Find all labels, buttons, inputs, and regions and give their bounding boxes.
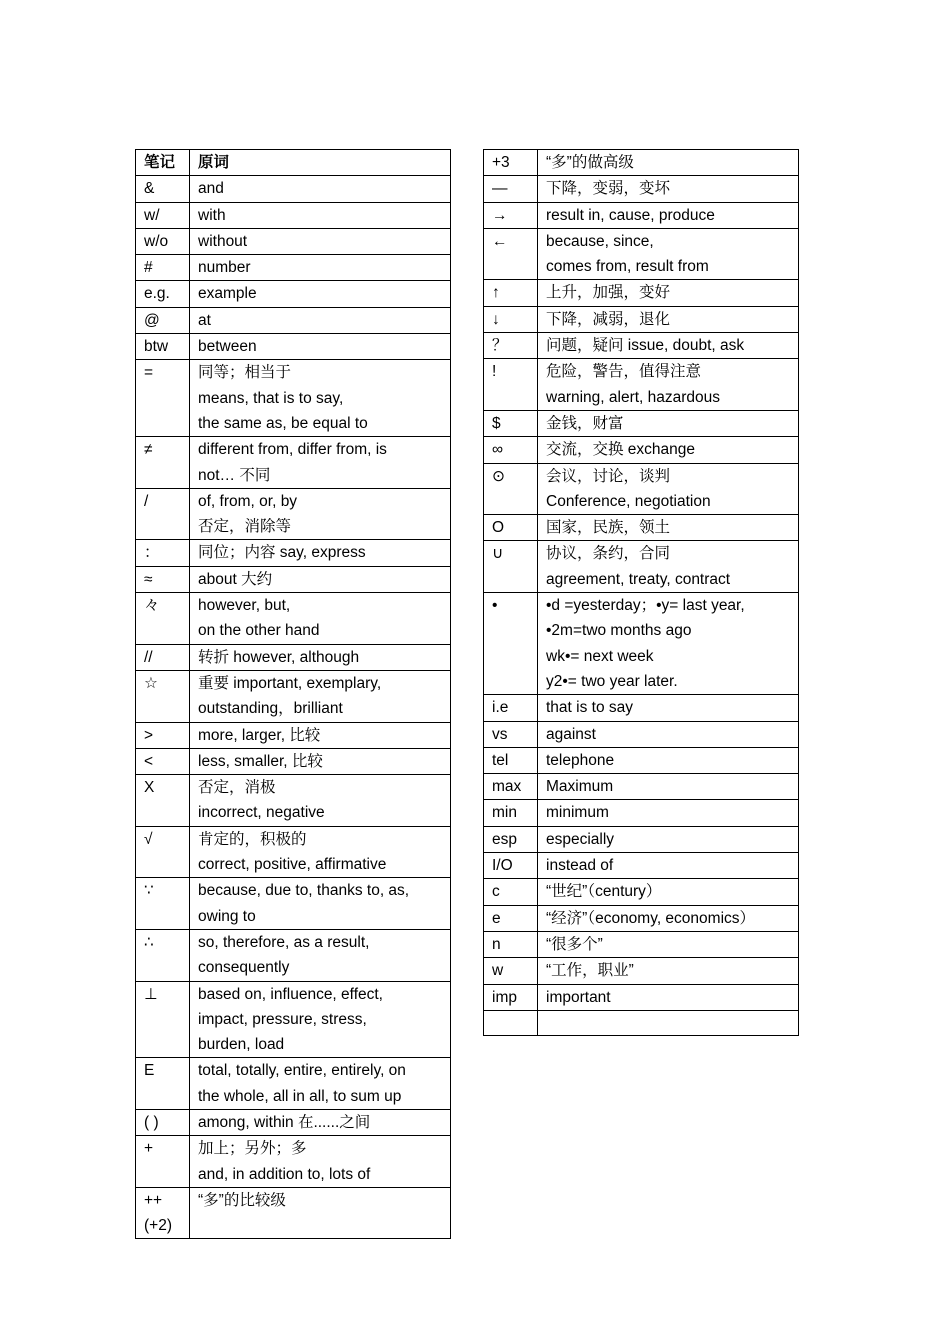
- note-symbol-cell: [136, 878, 190, 930]
- note-symbol-cell: [484, 359, 538, 411]
- note-meaning-line: and: [198, 180, 224, 198]
- note-meaning-cell: [190, 437, 451, 489]
- note-symbol: I/O: [492, 857, 513, 875]
- table-row: [484, 280, 799, 306]
- note-meaning-cell: [538, 747, 799, 773]
- note-symbol-cell: [136, 176, 190, 202]
- note-symbol: tel: [492, 751, 509, 769]
- table-row: [484, 879, 799, 905]
- abbreviation-table-left: [135, 149, 451, 1239]
- note-symbol: +: [144, 1140, 154, 1158]
- note-meaning-line: •2m=two months ago: [546, 622, 692, 640]
- note-meaning-line: different from, differ from, is: [198, 441, 387, 459]
- table-row: [484, 333, 799, 359]
- note-meaning-cell: [538, 826, 799, 852]
- note-meaning-line: especially: [546, 830, 615, 848]
- note-meaning-line: wk•= next week: [546, 647, 654, 665]
- note-symbol-cell: [484, 463, 538, 515]
- note-symbol-cell: [136, 540, 190, 566]
- note-symbol: ：: [144, 544, 160, 562]
- note-meaning-cell: [538, 695, 799, 721]
- note-meaning-line: 下降，减弱，退化: [546, 310, 671, 328]
- table-row: [484, 359, 799, 411]
- note-symbol: w: [492, 962, 504, 980]
- table-row: [484, 176, 799, 202]
- note-meaning-line: “很多个”: [546, 935, 603, 953]
- note-symbol-cell: [484, 905, 538, 931]
- note-meaning-cell: [538, 905, 799, 931]
- note-meaning-cell: [538, 593, 799, 695]
- table-row: [136, 228, 451, 254]
- table-row: [136, 281, 451, 307]
- table-row: [484, 747, 799, 773]
- note-meaning-cell: [190, 334, 451, 360]
- note-meaning-line: outstanding，brilliant: [198, 700, 343, 718]
- note-symbol-cell: [136, 255, 190, 281]
- note-meaning-cell: [190, 255, 451, 281]
- note-meaning-cell: [190, 281, 451, 307]
- note-meaning-cell: [538, 463, 799, 515]
- note-meaning-cell: [190, 228, 451, 254]
- note-symbol: +3: [492, 154, 510, 171]
- note-meaning-line: without: [198, 232, 248, 250]
- note-meaning-cell: [190, 929, 451, 981]
- note-symbol: ≠: [144, 441, 153, 459]
- note-symbol: ？: [492, 337, 508, 355]
- table-row: [136, 176, 451, 202]
- note-symbol-cell: [136, 437, 190, 489]
- note-meaning-cell: [190, 1058, 451, 1110]
- note-symbol-cell: [484, 800, 538, 826]
- note-meaning-cell: [190, 1109, 451, 1135]
- note-meaning-line: 上升，加强，变好: [546, 284, 671, 302]
- note-symbol-cell: [484, 228, 538, 280]
- note-meaning-line: 重要 important, exemplary,: [198, 674, 382, 692]
- note-symbol: esp: [492, 830, 517, 848]
- note-meaning-line: important: [546, 988, 611, 1006]
- note-meaning-line: more, larger, 比较: [198, 726, 321, 744]
- note-symbol: //: [144, 648, 153, 666]
- note-symbol-cell: [136, 775, 190, 827]
- note-symbol-cell: [484, 721, 538, 747]
- note-meaning-line: agreement, treaty, contract: [546, 570, 731, 588]
- note-meaning-cell: [190, 826, 451, 878]
- note-symbol-cell: [484, 774, 538, 800]
- note-meaning-line: because, due to, thanks to, as,: [198, 882, 410, 900]
- note-meaning-line: 金钱，财富: [546, 414, 624, 432]
- note-meaning-line: with: [198, 206, 226, 224]
- note-symbol: ++: [144, 1191, 163, 1209]
- note-meaning-cell: [190, 644, 451, 670]
- table-row: [484, 721, 799, 747]
- note-symbol: ↑: [492, 284, 500, 302]
- note-meaning-line: 否定，消极: [198, 779, 276, 797]
- note-symbol: vs: [492, 725, 508, 743]
- note-symbol: E: [144, 1062, 155, 1080]
- note-meaning-line: and, in addition to, lots of: [198, 1165, 371, 1183]
- note-meaning-cell: [190, 722, 451, 748]
- note-symbol-cell: [136, 1109, 190, 1135]
- note-symbol: btw: [144, 338, 169, 356]
- note-meaning-line: •d =yesterday；•y= last year,: [546, 597, 745, 615]
- note-meaning-cell: [190, 202, 451, 228]
- note-symbol: •: [492, 597, 498, 615]
- note-meaning-line: means, that is to say,: [198, 389, 344, 407]
- note-symbol: ☆: [144, 674, 158, 692]
- note-symbol-cell: [484, 515, 538, 541]
- note-meaning-line: example: [198, 285, 257, 303]
- note-meaning-line: not… 不同: [198, 466, 271, 484]
- table-row: [136, 1058, 451, 1110]
- note-symbol-cell: [136, 1058, 190, 1110]
- note-symbol: n: [492, 935, 501, 953]
- note-symbol-cell: [484, 176, 538, 202]
- note-meaning-cell: [190, 670, 451, 722]
- note-symbol-cell: [484, 306, 538, 332]
- note-symbol: e: [492, 909, 501, 927]
- table-row: [484, 410, 799, 436]
- note-meaning-line: at: [198, 311, 211, 329]
- table-row: [136, 593, 451, 645]
- note-meaning-line: 国家，民族，领土: [546, 519, 671, 537]
- note-meaning-cell: [190, 748, 451, 774]
- table-row: [136, 334, 451, 360]
- note-meaning-line: “多”的比较级: [198, 1191, 286, 1209]
- note-meaning-cell: [190, 540, 451, 566]
- note-meaning-cell: [538, 202, 799, 228]
- note-symbol: !: [492, 363, 497, 381]
- note-symbol: —: [492, 180, 508, 198]
- table-row: [484, 774, 799, 800]
- note-meaning-cell: [538, 333, 799, 359]
- note-meaning-line: owing to: [198, 907, 256, 925]
- note-meaning-line: 危险，警告，值得注意: [546, 363, 702, 381]
- note-meaning-line: on the other hand: [198, 622, 320, 640]
- note-meaning-line: of, from, or, by: [198, 492, 298, 510]
- note-symbol: e.g.: [144, 285, 170, 303]
- table-row: [136, 566, 451, 592]
- note-symbol-cell: [484, 695, 538, 721]
- note-symbol: min: [492, 804, 517, 822]
- note-symbol: $: [492, 414, 501, 432]
- note-meaning-line: instead of: [546, 857, 614, 875]
- note-meaning-line: Maximum: [546, 778, 614, 796]
- note-symbol-cell: [484, 931, 538, 957]
- table-row: [136, 488, 451, 540]
- note-meaning-cell: [190, 307, 451, 333]
- note-meaning-cell: [538, 410, 799, 436]
- note-symbol-cell: [136, 1136, 190, 1188]
- note-meaning-line: less, smaller, 比较: [198, 752, 323, 770]
- note-symbol: c: [492, 883, 500, 901]
- note-symbol: i.e: [492, 699, 509, 717]
- note-symbol: <: [144, 752, 154, 770]
- note-meaning-cell: [538, 774, 799, 800]
- table-row: [136, 722, 451, 748]
- note-meaning-line: among, within 在......之间: [198, 1113, 371, 1131]
- note-meaning-cell: [538, 437, 799, 463]
- note-symbol: ∪: [492, 545, 504, 563]
- note-meaning-line: because, since,: [546, 232, 654, 250]
- note-meaning-line: so, therefore, as a result,: [198, 933, 370, 951]
- note-meaning-cell: [190, 775, 451, 827]
- table-row: [484, 695, 799, 721]
- note-meaning-line: number: [198, 259, 251, 277]
- table-row: [484, 931, 799, 957]
- note-meaning-cell: [538, 800, 799, 826]
- note-meaning-line: between: [198, 338, 257, 356]
- note-meaning-line: result in, cause, produce: [546, 206, 715, 224]
- table-row: [136, 540, 451, 566]
- note-meaning-cell: [538, 359, 799, 411]
- note-symbol: max: [492, 778, 522, 796]
- note-symbol: /: [144, 492, 149, 510]
- table-row: [484, 826, 799, 852]
- table-row: [484, 437, 799, 463]
- note-meaning-line: 交流，交换 exchange: [546, 441, 696, 459]
- table-row: [136, 255, 451, 281]
- note-meaning-cell: [538, 515, 799, 541]
- table-row: [484, 228, 799, 280]
- note-symbol-cell: [136, 1187, 190, 1239]
- note-meaning-line: that is to say: [546, 699, 634, 717]
- note-symbol: #: [144, 259, 153, 277]
- note-meaning-line: 否定，消除等: [198, 518, 292, 536]
- note-meaning-line: 同位；内容 say, express: [198, 544, 366, 562]
- note-meaning-line: “多”的做高级: [546, 154, 634, 171]
- table-row: [484, 853, 799, 879]
- note-symbol: →: [492, 206, 508, 224]
- note-meaning-line: comes from, result from: [546, 258, 709, 276]
- note-symbol-cell: [136, 488, 190, 540]
- table-row: [136, 775, 451, 827]
- note-symbol: w/: [144, 206, 160, 224]
- note-meaning-cell: [190, 1136, 451, 1188]
- note-meaning-cell: [538, 931, 799, 957]
- note-meaning-line: consequently: [198, 959, 290, 977]
- table-row: [136, 202, 451, 228]
- table-row: [136, 307, 451, 333]
- note-symbol-cell: [484, 826, 538, 852]
- note-symbol-cell: [136, 228, 190, 254]
- table-row: [136, 1109, 451, 1135]
- note-symbol: =: [144, 364, 154, 382]
- note-meaning-line: 转折 however, although: [198, 648, 360, 666]
- table-row: [484, 958, 799, 984]
- abbreviation-table-right: [483, 149, 799, 1036]
- note-symbol: imp: [492, 988, 517, 1006]
- note-meaning-line: 下降，变弱，变坏: [546, 180, 671, 198]
- note-symbol-cell: [484, 437, 538, 463]
- note-meaning-line: about 大约: [198, 570, 273, 588]
- table-row: [484, 150, 799, 176]
- note-meaning-line: Conference, negotiation: [546, 492, 711, 510]
- note-symbol: @: [144, 311, 160, 329]
- note-symbol: ∵: [144, 882, 154, 900]
- note-meaning-line: the same as, be equal to: [198, 414, 368, 432]
- table-row: [136, 360, 451, 437]
- note-symbol: O: [492, 519, 505, 537]
- note-symbol: ≈: [144, 570, 153, 588]
- note-meaning-cell: [190, 488, 451, 540]
- table-row: [484, 1010, 799, 1035]
- table-row: [484, 800, 799, 826]
- note-meaning-cell: [538, 228, 799, 280]
- note-symbol-cell: [136, 826, 190, 878]
- note-symbol-cell: [136, 748, 190, 774]
- note-meaning-cell: [190, 981, 451, 1058]
- note-meaning-cell: [538, 280, 799, 306]
- note-symbol-cell: [136, 593, 190, 645]
- note-meaning-cell: [538, 721, 799, 747]
- note-meaning-cell: [538, 176, 799, 202]
- note-meaning-line: burden, load: [198, 1036, 285, 1054]
- note-symbol: ( ): [144, 1113, 159, 1131]
- note-meaning-line: 问题，疑问 issue, doubt, ask: [546, 337, 745, 355]
- note-meaning-cell: [538, 306, 799, 332]
- note-symbol-cell: [484, 150, 538, 176]
- table-row: [484, 984, 799, 1010]
- note-meaning-cell: [538, 541, 799, 593]
- note-symbol-cell: [484, 333, 538, 359]
- note-symbol-cell: [484, 879, 538, 905]
- table-header-row: [136, 150, 451, 176]
- note-symbol-cell: [484, 984, 538, 1010]
- note-symbol-cell: [484, 593, 538, 695]
- note-meaning-cell: [538, 879, 799, 905]
- note-meaning-cell: [190, 1187, 451, 1239]
- note-meaning-line: minimum: [546, 804, 609, 822]
- note-meaning-line: 同等；相当于: [198, 364, 292, 382]
- note-symbol: X: [144, 779, 155, 797]
- note-symbol-cell: [484, 541, 538, 593]
- note-meaning-line: against: [546, 725, 596, 743]
- note-meaning-line: y2•= two year later.: [546, 672, 678, 690]
- note-symbol-cell: [484, 1010, 538, 1035]
- note-symbol-cell: [136, 981, 190, 1058]
- note-symbol: ←: [492, 232, 508, 250]
- table-row: [136, 826, 451, 878]
- note-meaning-cell: [538, 1010, 799, 1035]
- table-row: [136, 437, 451, 489]
- table-row: [484, 306, 799, 332]
- note-symbol: ⊙: [492, 467, 505, 485]
- note-meaning-cell: [538, 958, 799, 984]
- note-meaning-line: 加上；另外；多: [198, 1140, 307, 1158]
- note-symbol-cell: [136, 670, 190, 722]
- note-meaning-cell: [190, 360, 451, 437]
- table-row: [136, 929, 451, 981]
- note-meaning-line: 会议，讨论，谈判: [546, 467, 671, 485]
- table-row: [136, 670, 451, 722]
- table-row: [136, 644, 451, 670]
- note-meaning-cell: [190, 593, 451, 645]
- table-row: [136, 981, 451, 1058]
- note-symbol-cell: [136, 334, 190, 360]
- note-meaning-line: “工作，职业”: [546, 962, 634, 980]
- note-symbol: w/o: [144, 232, 169, 250]
- note-symbol-cell: [484, 280, 538, 306]
- note-symbol-cell: [136, 360, 190, 437]
- table-row: [484, 541, 799, 593]
- header-meaning-cell: 原词: [190, 150, 451, 176]
- table-row: [484, 593, 799, 695]
- note-symbol-cell: [136, 722, 190, 748]
- note-symbol-cell: [136, 929, 190, 981]
- note-symbol: >: [144, 726, 154, 744]
- note-meaning-line: “经济”（economy, economics）: [546, 909, 756, 927]
- note-meaning-line: telephone: [546, 751, 615, 769]
- note-meaning-line: based on, influence, effect,: [198, 985, 383, 1003]
- table-row: [484, 202, 799, 228]
- table-row: [484, 515, 799, 541]
- note-symbol-cell: [136, 307, 190, 333]
- note-meaning-line: 肯定的，积极的: [198, 830, 307, 848]
- abbreviation-table-right-body: [484, 150, 799, 1036]
- note-symbol-cell: [136, 281, 190, 307]
- note-meaning-cell: [538, 150, 799, 176]
- note-meaning-cell: [538, 984, 799, 1010]
- table-row: [136, 878, 451, 930]
- note-symbol-cell: [484, 747, 538, 773]
- note-meaning-line: however, but,: [198, 597, 291, 615]
- note-meaning-line: correct, positive, affirmative: [198, 856, 387, 874]
- note-symbol: ⊥: [144, 985, 158, 1003]
- note-symbol: ∞: [492, 441, 504, 459]
- note-meaning-line: the whole, all in all, to sum up: [198, 1087, 402, 1105]
- note-symbol: ↓: [492, 310, 500, 328]
- note-symbol-cell: [484, 853, 538, 879]
- note-meaning-line: warning, alert, hazardous: [546, 388, 721, 406]
- note-symbol-cell: [136, 644, 190, 670]
- abbreviation-table-left-body: [136, 150, 451, 1239]
- header-symbol-cell: 笔记: [136, 150, 190, 176]
- note-symbol: ∴: [144, 933, 154, 951]
- note-meaning-line: “世纪”（century）: [546, 883, 662, 901]
- note-symbol-cell: [484, 410, 538, 436]
- table-row: [136, 1187, 451, 1239]
- note-symbol: &: [144, 180, 155, 198]
- table-row: [484, 463, 799, 515]
- note-meaning-line: impact, pressure, stress,: [198, 1010, 367, 1028]
- note-symbol-cell: [484, 202, 538, 228]
- note-symbol-cell: [136, 202, 190, 228]
- note-symbol: √: [144, 830, 153, 848]
- table-row: [136, 748, 451, 774]
- note-symbol: 々: [144, 597, 160, 615]
- note-symbol-cell: [484, 958, 538, 984]
- note-meaning-line: incorrect, negative: [198, 804, 325, 822]
- note-meaning-cell: [190, 176, 451, 202]
- note-symbol-cell: [136, 566, 190, 592]
- note-meaning-cell: [538, 853, 799, 879]
- table-row: [136, 1136, 451, 1188]
- note-meaning-cell: [190, 878, 451, 930]
- table-row: [484, 905, 799, 931]
- note-meaning-cell: [190, 566, 451, 592]
- note-meaning-line: total, totally, entire, entirely, on: [198, 1062, 406, 1080]
- note-meaning-line: 协议，条约，合同: [546, 545, 671, 563]
- note-symbol: (+2): [144, 1217, 172, 1235]
